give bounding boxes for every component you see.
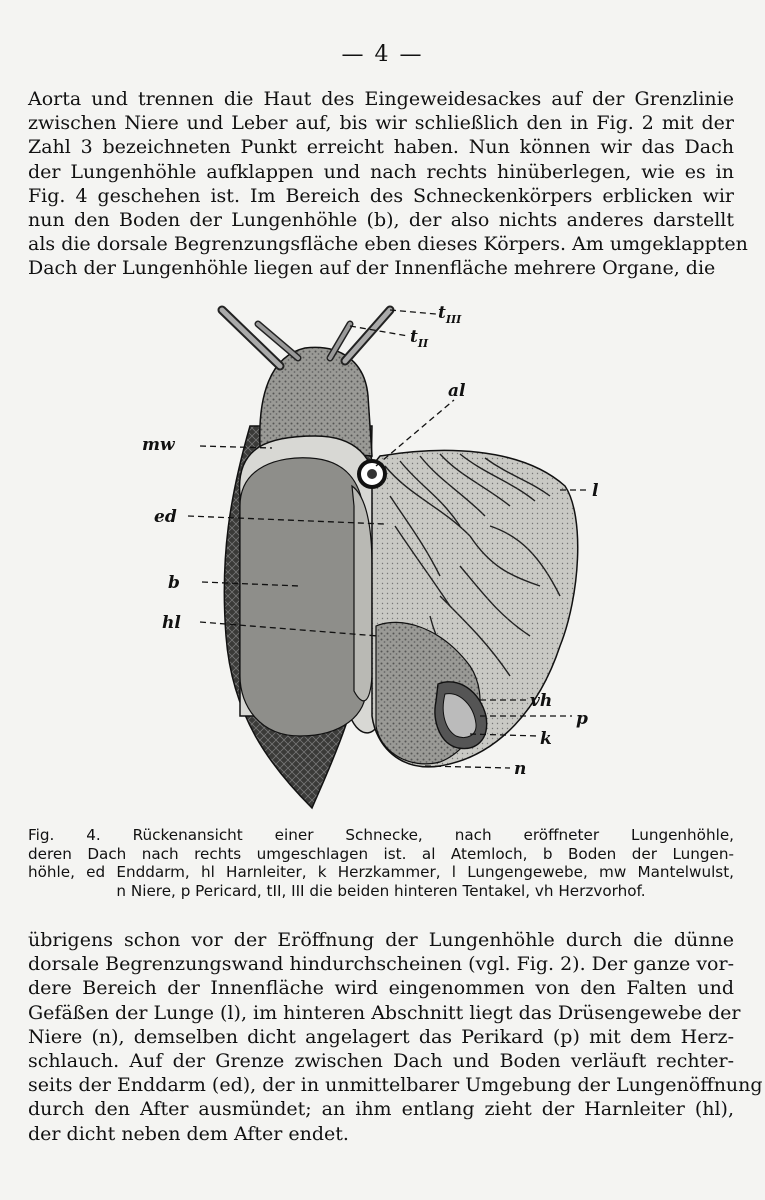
text-line: Aorta und trennen die Haut des Eingeweidesackes auf der Grenzlinie	[28, 88, 734, 110]
text-line: als die dorsale Begrenzungsfläche eben dieses Körpers. Am umgeklappten	[28, 233, 748, 256]
snail-illustration	[140, 296, 620, 816]
text-line: Gefäßen der Lunge (l), im hinteren Abschnitt liegt das Drüsengewebe der	[28, 1001, 741, 1024]
text-line: Fig. 4 geschehen ist. Im Bereich des Schneckenkörpers erblicken wir	[28, 184, 734, 207]
label-mw: mw	[142, 435, 175, 455]
text-line: durch den After ausmündet; an ihm entlang zieht der Harnleiter (hl),	[28, 1098, 734, 1121]
label-al: al	[448, 381, 466, 401]
text-line: dere Bereich der Innenfläche wird eingenommen von den Falten und	[28, 977, 734, 1000]
text-line: Zahl 3 bezeichneten Punkt erreicht haben. Nun können wir das Dach	[28, 136, 734, 159]
figure-caption	[28, 826, 734, 900]
label-vh: vh	[530, 691, 553, 711]
text-line: zwischen Niere und Leber auf, bis wir schließlich den in Fig. 2 mit der	[28, 112, 734, 135]
caption-line: deren Dach nach rechts umgeschlagen ist. al Atemloch, b Boden der Lungen-	[28, 844, 734, 863]
text-line: der Lungenhöhle aufklappen und nach rechts hinüberlegen, wie es in	[28, 160, 734, 183]
text-line: schlauch. Auf der Grenze zwischen Dach und Boden verläuft rechter-	[28, 1050, 734, 1073]
caption-line: höhle, ed Enddarm, hl Harnleiter, k Herzkammer, l Lungengewebe, mw Mantelwulst,	[28, 863, 734, 881]
caption-line: Fig. 4. Rückenansicht einer Schnecke, nach eröffneter Lungenhöhle,	[28, 826, 734, 844]
lung-floor	[240, 458, 366, 736]
text-line: übrigens schon vor der Eröffnung der Lungenhöhle durch die dünne	[28, 929, 734, 951]
text-line: nun den Boden der Lungenhöhle (b), der also nichts anderes darstellt	[28, 209, 734, 232]
label-t-iii: $t_{III}$	[438, 303, 462, 326]
text-line: seits der Enddarm (ed), der in unmittelbarer Umgebung der Lungenöffnung	[28, 1074, 763, 1097]
text-line: Dach der Lungenhöhle liegen auf der Innenfläche mehrere Organe, die	[28, 257, 716, 280]
text-line: dorsale Begrenzungswand hindurchscheinen (vgl. Fig. 2). Der ganze vor-	[28, 953, 734, 976]
label-b: b	[168, 573, 180, 593]
label-n: n	[514, 759, 527, 779]
label-hl: hl	[162, 613, 181, 633]
text-line: der dicht neben dem After endet.	[28, 1122, 349, 1145]
label-k: k	[540, 729, 552, 749]
top-paragraph	[28, 87, 748, 281]
snail-figure	[140, 296, 620, 816]
label-ed: ed	[154, 507, 177, 527]
caption-line: n Niere, p Pericard, tII, III die beiden hinteren Tentakel, vh Herzvorhof.	[116, 881, 646, 900]
page-number: — 4 —	[341, 42, 424, 67]
bottom-paragraph	[28, 928, 763, 1146]
label-t-ii: $t_{II}$	[410, 327, 429, 350]
label-l: l	[592, 481, 599, 501]
text-line: Niere (n), demselben dicht angelagert das Perikard (p) mit dem Herz-	[28, 1025, 734, 1048]
label-p: p	[576, 709, 588, 729]
